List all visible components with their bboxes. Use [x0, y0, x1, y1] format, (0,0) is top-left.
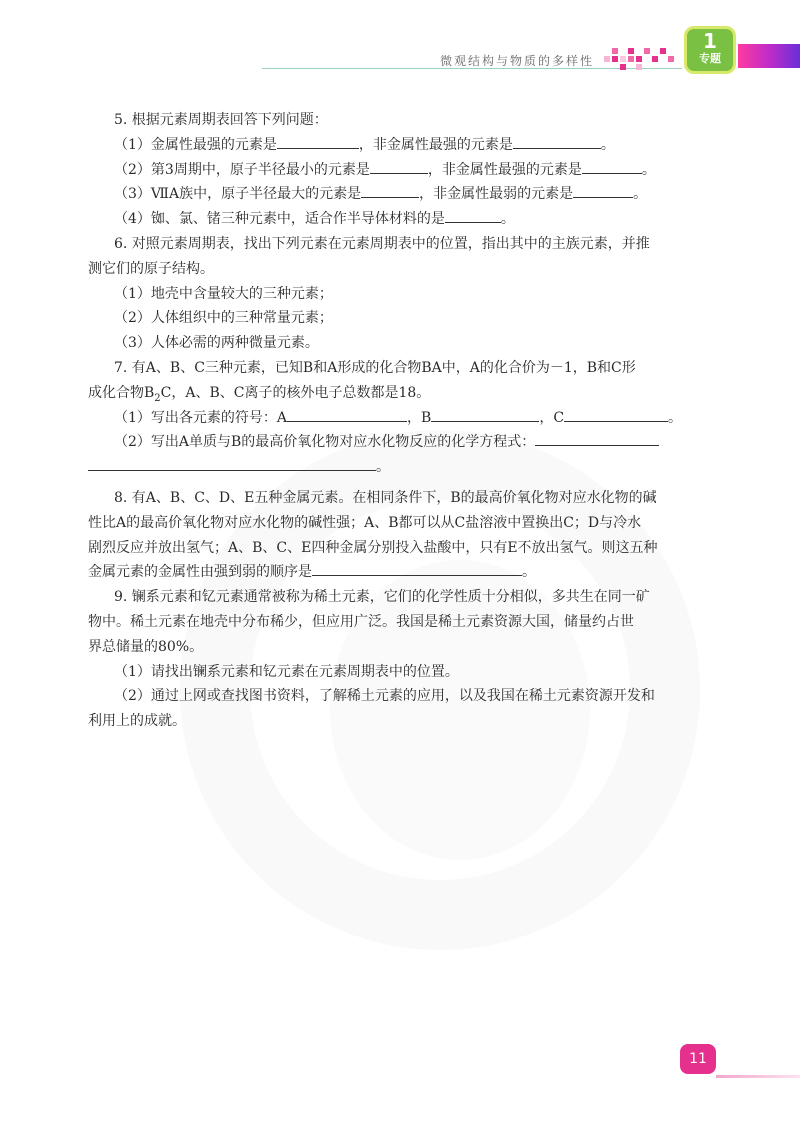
q6-stem-line2: 测它们的原子结构。: [88, 260, 214, 277]
q8-line4: 金属元素的金属性由强到弱的顺序是 。: [88, 560, 716, 585]
answer-blank[interactable]: [88, 456, 376, 471]
q7-part1: （1）写出各元素的符号：A ，B ，C 。: [88, 406, 716, 431]
q7-stem-line2: 成化合物$B_2C$，A、B、C离子的核外电子总数都是18。: [88, 384, 431, 404]
chapter-number: 1: [703, 29, 717, 53]
q9-line3: 界总储量的80%。: [88, 638, 204, 655]
answer-blank[interactable]: [431, 407, 539, 422]
q9-part2-line1: （2）通过上网或查找图书资料，了解稀土元素的应用，以及我国在稀土元素资源开发和: [114, 688, 655, 705]
answer-blank[interactable]: [370, 159, 428, 174]
q6-part3: （3）人体必需的两种微量元素。: [114, 335, 319, 352]
footer-rule: [716, 1075, 800, 1078]
q9-line2: 物中。稀土元素在地壳中分布稀少，但应用广泛。我国是稀土元素资源大国，储量约占世: [88, 613, 634, 630]
answer-blank[interactable]: [312, 561, 522, 576]
q5-part4: （4）铷、氯、锗三种元素中，适合作半导体材料的是 。: [88, 207, 716, 232]
q9-line1: 9. 镧系元素和钇元素通常被称为稀土元素，它们的化学性质十分相似，多共生在同一矿: [114, 589, 650, 606]
exercise-content: [88, 108, 716, 734]
q5-stem: 5. 根据元素周期表回答下列问题：: [114, 112, 328, 128]
q5-part1: （1）金属性最强的元素是 ，非金属性最强的元素是 。: [88, 133, 716, 158]
answer-blank[interactable]: [445, 208, 501, 223]
chapter-badge: [684, 26, 736, 74]
running-title: 微观结构与物质的多样性: [440, 54, 595, 68]
answer-blank[interactable]: [287, 407, 407, 422]
answer-blank[interactable]: [277, 134, 359, 149]
answer-blank[interactable]: [573, 183, 633, 198]
answer-blank[interactable]: [564, 407, 668, 422]
answer-blank[interactable]: [513, 134, 601, 149]
q6-part2: （2）人体组织中的三种常量元素；: [114, 310, 333, 327]
answer-blank[interactable]: [361, 183, 419, 198]
q7-part2-continuation: 。: [88, 455, 716, 480]
q8-line3: 剧烈反应并放出氢气；A、B、C、E四种金属分别投入盐酸中，只有E不放出氢气。则这五种: [88, 539, 658, 556]
q9-part1: （1）请找出镧系元素和钇元素在元素周期表中的位置。: [114, 663, 459, 680]
q5-part2: （2）第3周期中，原子半径最小的元素是 ，非金属性最强的元素是 。: [88, 158, 716, 183]
answer-blank[interactable]: [582, 159, 642, 174]
q8-line2: 性比A的最高价氧化物对应水化物的碱性强；A、B都可以从C盐溶液中置换出C；D与冷水: [88, 514, 642, 531]
q8-line1: 8. 有A、B、C、D、E五种金属元素。在相同条件下，B的最高价氧化物对应水化物的碱: [114, 489, 657, 506]
header-color-strip: [738, 44, 800, 68]
q5-part3: （3）ⅦA族中，原子半径最大的元素是 ，非金属性最弱的元素是 。: [88, 182, 716, 207]
page-number: 11: [680, 1044, 716, 1074]
q9-part2-line2: 利用上的成就。: [88, 713, 186, 730]
q6-stem-line1: 6. 对照元素周期表，找出下列元素在元素周期表中的位置，指出其中的主族元素，并推: [114, 235, 650, 252]
answer-blank[interactable]: [535, 431, 659, 446]
q6-part1: （1）地壳中含量较大的三种元素；: [114, 285, 333, 302]
pixel-decoration: [600, 44, 680, 72]
q7-stem-line1: 7. 有A、B、C三种元素，已知B和A形成的化合物BA中，A的化合价为－1，B和C形: [114, 359, 636, 376]
chapter-label: 专题: [699, 52, 721, 65]
q7-part2: （2）写出A单质与B的最高价氧化物对应水化物反应的化学方程式：: [88, 430, 716, 455]
